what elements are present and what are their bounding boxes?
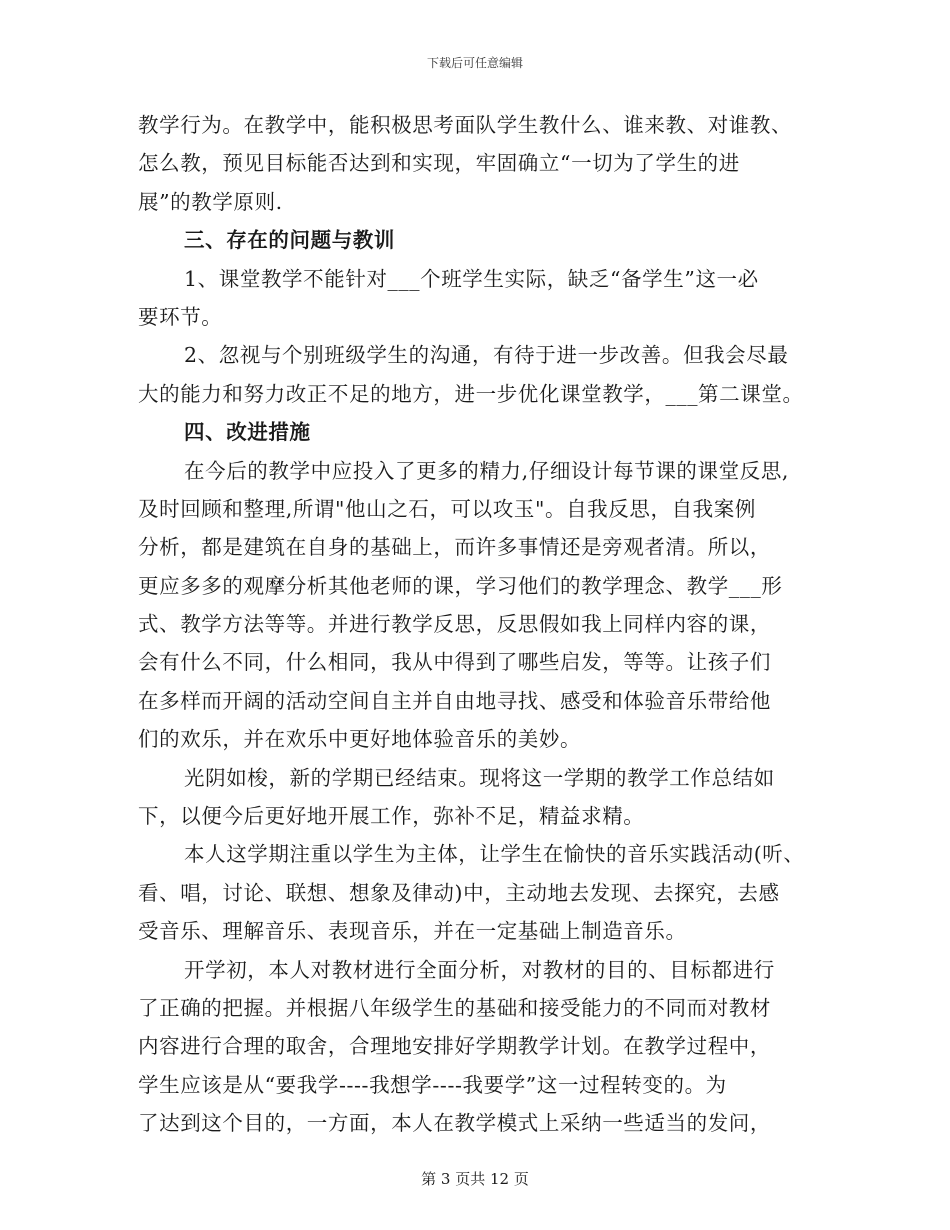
body-line: 下，以便今后更好地开展工作，弥补不足，精益求精。 (138, 804, 645, 829)
body-line: 在多样而开阔的活动空间自主并自由地寻找、感受和体验音乐带给他 (138, 688, 771, 713)
body-line: 学生应该是从“要我学----我想学----我要学”这一过程转变的。为 (138, 1072, 727, 1097)
body-line: 受音乐、理解音乐、表现音乐，并在一定基础上制造音乐。 (138, 919, 687, 944)
body-line: 式、教学方法等等。并进行教学反思，反思假如我上同样内容的课， (138, 612, 771, 637)
paragraph-first-line: 1、课堂教学不能针对___个班学生实际，缺乏“备学生”这一必 (184, 266, 759, 291)
body-line: 们的欢乐，并在欢乐中更好地体验音乐的美妙。 (138, 727, 582, 752)
page-footer: 第 3 页共 12 页 (421, 1170, 529, 1188)
body-line: 及时回顾和整理,所谓"他山之石，可以攻玉"。自我反思，自我案例 (138, 496, 756, 521)
body-line: 更应多多的观摩分析其他老师的课，学习他们的教学理念、教学___形 (138, 573, 783, 598)
body-line: 了达到这个目的，一方面，本人在教学模式上采纳一些适当的发问， (138, 1111, 771, 1136)
paragraph-first-line: 光阴如梭，新的学期已经结束。现将这一学期的教学工作总结如 (184, 765, 775, 790)
body-line: 分析，都是建筑在自身的基础上，而许多事情还是旁观者清。所以， (138, 535, 771, 560)
body-line: 教学行为。在教学中，能积极思考面队学生教什么、谁来教、对谁教、 (138, 113, 793, 137)
document-body (138, 106, 818, 1143)
body-line: 看、唱，讨论、联想、想象及律动)中，主动地去发现、去探究，去感 (138, 880, 780, 905)
section-heading: 四、改进措施 (184, 420, 311, 445)
body-line: 内容进行合理的取舍，合理地安排好学期教学计划。在教学过程中， (138, 1034, 771, 1059)
body-line: 大的能力和努力改正不足的地方，进一步优化课堂教学，___第二课堂。 (138, 381, 804, 406)
paragraph-first-line: 开学初，本人对教材进行全面分析，对教材的目的、目标都进行 (184, 957, 775, 982)
body-line: 展”的教学原则. (138, 189, 283, 214)
paragraph-first-line: 本人这学期注重以学生为主体，让学生在愉快的音乐实践活动(听、 (184, 842, 805, 867)
section-heading: 三、存在的问题与教训 (184, 228, 395, 253)
body-line: 会有什么不同，什么相同，我从中得到了哪些启发，等等。让孩子们 (138, 650, 771, 675)
body-line: 了正确的把握。并根据八年级学生的基础和接受能力的不同而对教材 (138, 995, 771, 1020)
page-header: 下载后可任意编辑 (426, 56, 523, 70)
body-line: 要环节。 (138, 304, 223, 329)
body-line: 怎么教，预见目标能否达到和实现，牢固确立“一切为了学生的进 (138, 151, 740, 176)
paragraph-first-line: 2、忽视与个别班级学生的沟通，有待于进一步改善。但我会尽最 (184, 343, 789, 368)
paragraph-first-line: 在今后的教学中应投入了更多的精力,仔细设计每节课的课堂反思, (184, 458, 790, 483)
